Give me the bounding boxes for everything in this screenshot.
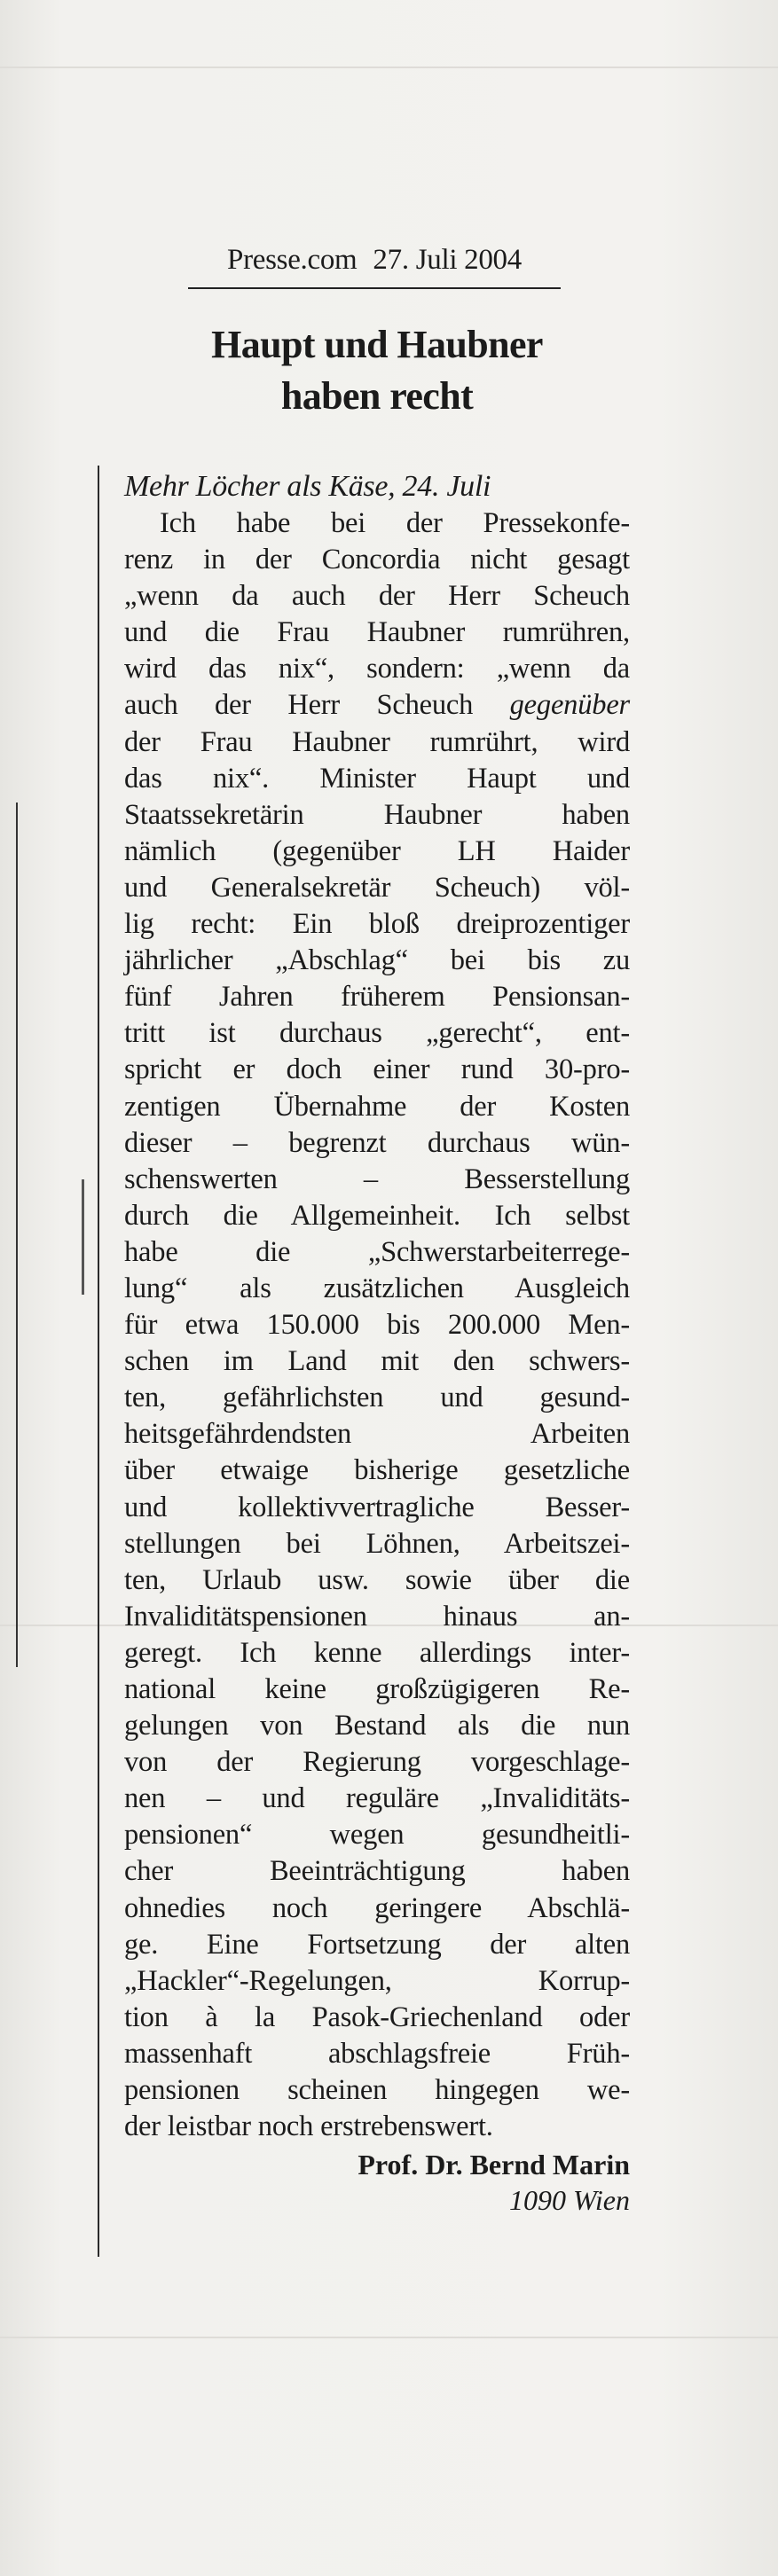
text-line: und die Frau Haubner rumrühren, — [124, 616, 630, 649]
text-line: ge. Eine Fortsetzung der alten — [124, 1928, 630, 1961]
text-line: spricht er doch einer rund 30-pro- — [124, 1053, 630, 1086]
header-rule — [188, 287, 561, 289]
text-line: ohnedies noch geringere Abschlä- — [124, 1891, 630, 1924]
text-line: und kollektivvertragliche Besser- — [124, 1491, 630, 1523]
text-line: „Hackler“-Regelungen, Korrup- — [124, 1964, 630, 1997]
headline-line: Haupt und Haubner — [211, 323, 543, 366]
clipping-header — [188, 244, 561, 286]
text-line: schen im Land mit den schwers- — [124, 1345, 630, 1378]
text-line: der leistbar noch erstrebenswert. — [124, 2110, 493, 2143]
text-line: durch die Allgemeinheit. Ich selbst — [124, 1199, 630, 1232]
text-line: „wenn da auch der Herr Scheuch — [124, 580, 630, 613]
text-line: tion à la Pasok-Griechenland oder — [124, 2001, 630, 2033]
text-line: und Generalsekretär Scheuch) völ- — [124, 871, 630, 904]
text-line: pensionen scheinen hingegen we- — [124, 2074, 630, 2107]
text-line: ten, Urlaub usw. sowie über die — [124, 1563, 630, 1596]
text-line: nen – und reguläre „Invaliditäts- — [124, 1782, 630, 1815]
text-line: habe die „Schwerstarbeiterrege- — [124, 1235, 630, 1268]
text-line: für etwa 150.000 bis 200.000 Men- — [124, 1309, 630, 1342]
text-line: zentigen Übernahme der Kosten — [124, 1090, 630, 1123]
text-line: Ich habe bei der Pressekonfe- — [160, 507, 630, 539]
text-line: jährlicher „Abschlag“ bei bis zu — [124, 944, 630, 977]
text-line: lig recht: Ein bloß dreiprozentiger — [124, 908, 630, 941]
text-line: das nix“. Minister Haupt und — [124, 762, 630, 795]
publication-date: 27. Juli 2004 — [373, 244, 522, 276]
text-line: nämlich (gegenüber LH Haider — [124, 834, 630, 867]
text-line — [124, 687, 630, 724]
text-line: tritt ist durchaus „gerecht“, ent- — [124, 1017, 630, 1050]
text-line: von der Regierung vorgeschlage- — [124, 1746, 630, 1779]
author-location: 1090 Wien — [509, 2184, 630, 2217]
text-line: Invaliditätspensionen hinaus an- — [124, 1600, 630, 1633]
letter-body — [124, 468, 630, 2218]
text-line: pensionen“ wegen gesundheitli- — [124, 1819, 630, 1852]
text-line: stellungen bei Löhnen, Arbeitszei- — [124, 1527, 630, 1560]
text-line: dieser – begrenzt durchaus wün- — [124, 1126, 630, 1159]
text-line: schenswerten – Besserstellung — [124, 1163, 630, 1195]
text-line: lung“ als zusätzlichen Ausgleich — [124, 1272, 630, 1304]
text-segment: auch der Herr Scheuch — [124, 689, 510, 722]
bleed-through-decoration — [0, 133, 130, 286]
text-line: national keine großzügigeren Re- — [124, 1673, 630, 1705]
text-line: heitsgefährdendsten Arbeiten — [124, 1418, 630, 1451]
text-line: massenhaft abschlagsfreie Früh- — [124, 2037, 630, 2070]
letter-text — [124, 505, 630, 2145]
text-line: renz in der Concordia nicht gesagt — [124, 544, 630, 576]
italic-emphasis: gegenüber — [509, 689, 630, 722]
source-name: Presse.com — [227, 244, 358, 276]
margin-rule — [16, 803, 18, 1667]
text-line: gelungen von Bestand als die nun — [124, 1710, 630, 1742]
headline-line: haben recht — [280, 374, 474, 418]
author-name: Prof. Dr. Bernd Marin — [358, 2149, 630, 2181]
column-rule — [98, 466, 99, 2257]
reference-line: Mehr Löcher als Käse, 24. Juli — [124, 470, 491, 503]
text-line: ten, gefährlichsten und gesund- — [124, 1382, 630, 1414]
text-line: fünf Jahren früherem Pensionsan- — [124, 981, 630, 1014]
text-line: über etwaige bisherige gesetzliche — [124, 1454, 630, 1487]
margin-mark — [82, 1179, 84, 1295]
text-line: der Frau Haubner rumrührt, wird — [124, 725, 630, 758]
text-line: Staatssekretärin Haubner haben — [124, 798, 630, 831]
bleed-divider — [0, 67, 778, 68]
text-line: cher Beeinträchtigung haben — [124, 1855, 630, 1888]
bleed-divider — [0, 2337, 778, 2338]
text-line: wird das nix“, sondern: „wenn da — [124, 653, 630, 685]
text-line: geregt. Ich kenne allerdings inter- — [124, 1636, 630, 1669]
headline — [133, 319, 621, 422]
